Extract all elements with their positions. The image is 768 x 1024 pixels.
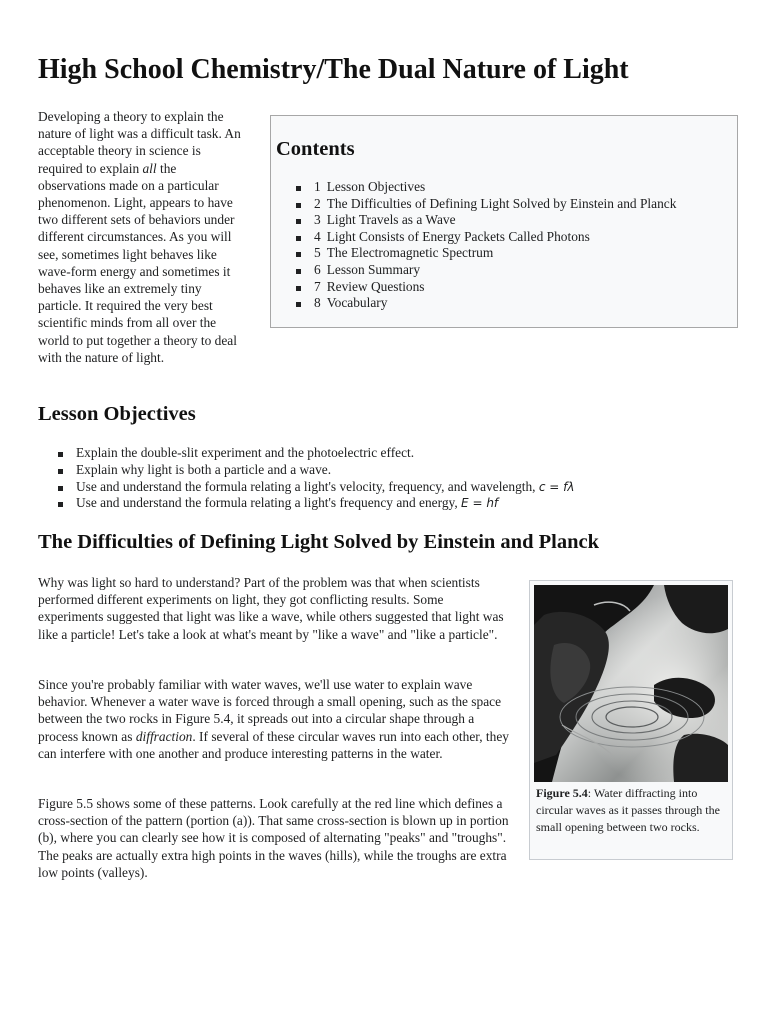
- figure-5-4: [529, 580, 733, 860]
- toc-item-lesson-objectives[interactable]: 1 Lesson Objectives: [296, 179, 729, 196]
- diffraction-term: diffraction: [135, 728, 193, 744]
- intro-text-continued: the observations made on a particular phenomenon. Light, appears to have two different sets of behaviors under different circumstances. As you will see, sometimes light behaves like wave-form energy and sometimes it behaves like an extremely tiny particle. It required the very best scientific minds from all over the world to put together a theory to deal with the nature of light.: [38, 160, 237, 365]
- objectives-heading: Lesson Objectives: [38, 403, 196, 425]
- paragraph-conflicting-results: Why was light so hard to understand? Part of the problem was that when scientists performed different experiments on light, they got conflicting results. Some experiments suggested that light was like a wave, while others suggested that light was like a particle! Let's take a look at what's meant by "like a wave" and "like a particle".: [38, 575, 504, 642]
- paragraph-patterns: Figure 5.5 shows some of these patterns. Look carefully at the red line which defines a cross-section of the pattern (portion (a)). That same cross-section is blown up in portion (b), where you can clearly see how it is composed of alternating "peaks" and "troughs". The peaks are actually extra high points in the waves (hills), while the troughs are extra low points (valleys).: [38, 796, 509, 880]
- intro-text: Developing a theory to explain the nature of light was a difficult task. An acceptable theory in science is required to explain: [38, 109, 241, 176]
- figure-label: Figure 5.4: [536, 786, 588, 800]
- table-of-contents: [270, 115, 738, 328]
- objective-item: Use and understand the formula relating a light's frequency and energy, E = hf: [58, 495, 738, 512]
- paragraph-water-waves: Since you're probably familiar with water waves, we'll use water to explain wave behavior. Whenever a water wave is forced through a small opening, such as the space between the two rocks in Figure 5.4, it spreads out into a circular shape through a process known as diffraction. If several of these circular waves run into each other, they can interfere with one another and produce interesting patterns in the water.: [38, 677, 509, 761]
- objective-item: Explain the double-slit experiment and the photoelectric effect.: [58, 445, 738, 462]
- toc-list: [276, 179, 729, 312]
- objectives-list: [58, 445, 738, 512]
- intro-emphasis: all: [142, 160, 157, 176]
- page-title: High School Chemistry/The Dual Nature of Light: [38, 54, 629, 85]
- figure-caption: Figure 5.4: Water diffracting into circular waves as it passes through the small opening between two rocks.: [536, 786, 720, 834]
- toc-item-review[interactable]: 7 Review Questions: [296, 279, 729, 296]
- difficulties-heading: The Difficulties of Defining Light Solved by Einstein and Planck: [38, 531, 599, 553]
- toc-item-spectrum[interactable]: 5 The Electromagnetic Spectrum: [296, 245, 729, 262]
- wave-formula: c = fλ: [538, 479, 575, 494]
- water-rocks-photo[interactable]: [534, 585, 728, 782]
- toc-heading: Contents: [276, 138, 355, 160]
- toc-item-light-wave[interactable]: 3 Light Travels as a Wave: [296, 212, 729, 229]
- toc-item-photons[interactable]: 4 Light Consists of Energy Packets Called Photons: [296, 229, 729, 246]
- objective-item: Use and understand the formula relating a light's velocity, frequency, and wavelength, c = fλ: [58, 479, 738, 496]
- energy-formula: E = hf: [461, 496, 499, 511]
- objective-item: Explain why light is both a particle and a wave.: [58, 462, 738, 479]
- toc-item-vocabulary[interactable]: 8 Vocabulary: [296, 295, 729, 312]
- intro-section: [38, 108, 738, 366]
- toc-item-summary[interactable]: 6 Lesson Summary: [296, 262, 729, 279]
- toc-item-difficulties[interactable]: 2 The Difficulties of Defining Light Solved by Einstein and Planck: [296, 196, 729, 213]
